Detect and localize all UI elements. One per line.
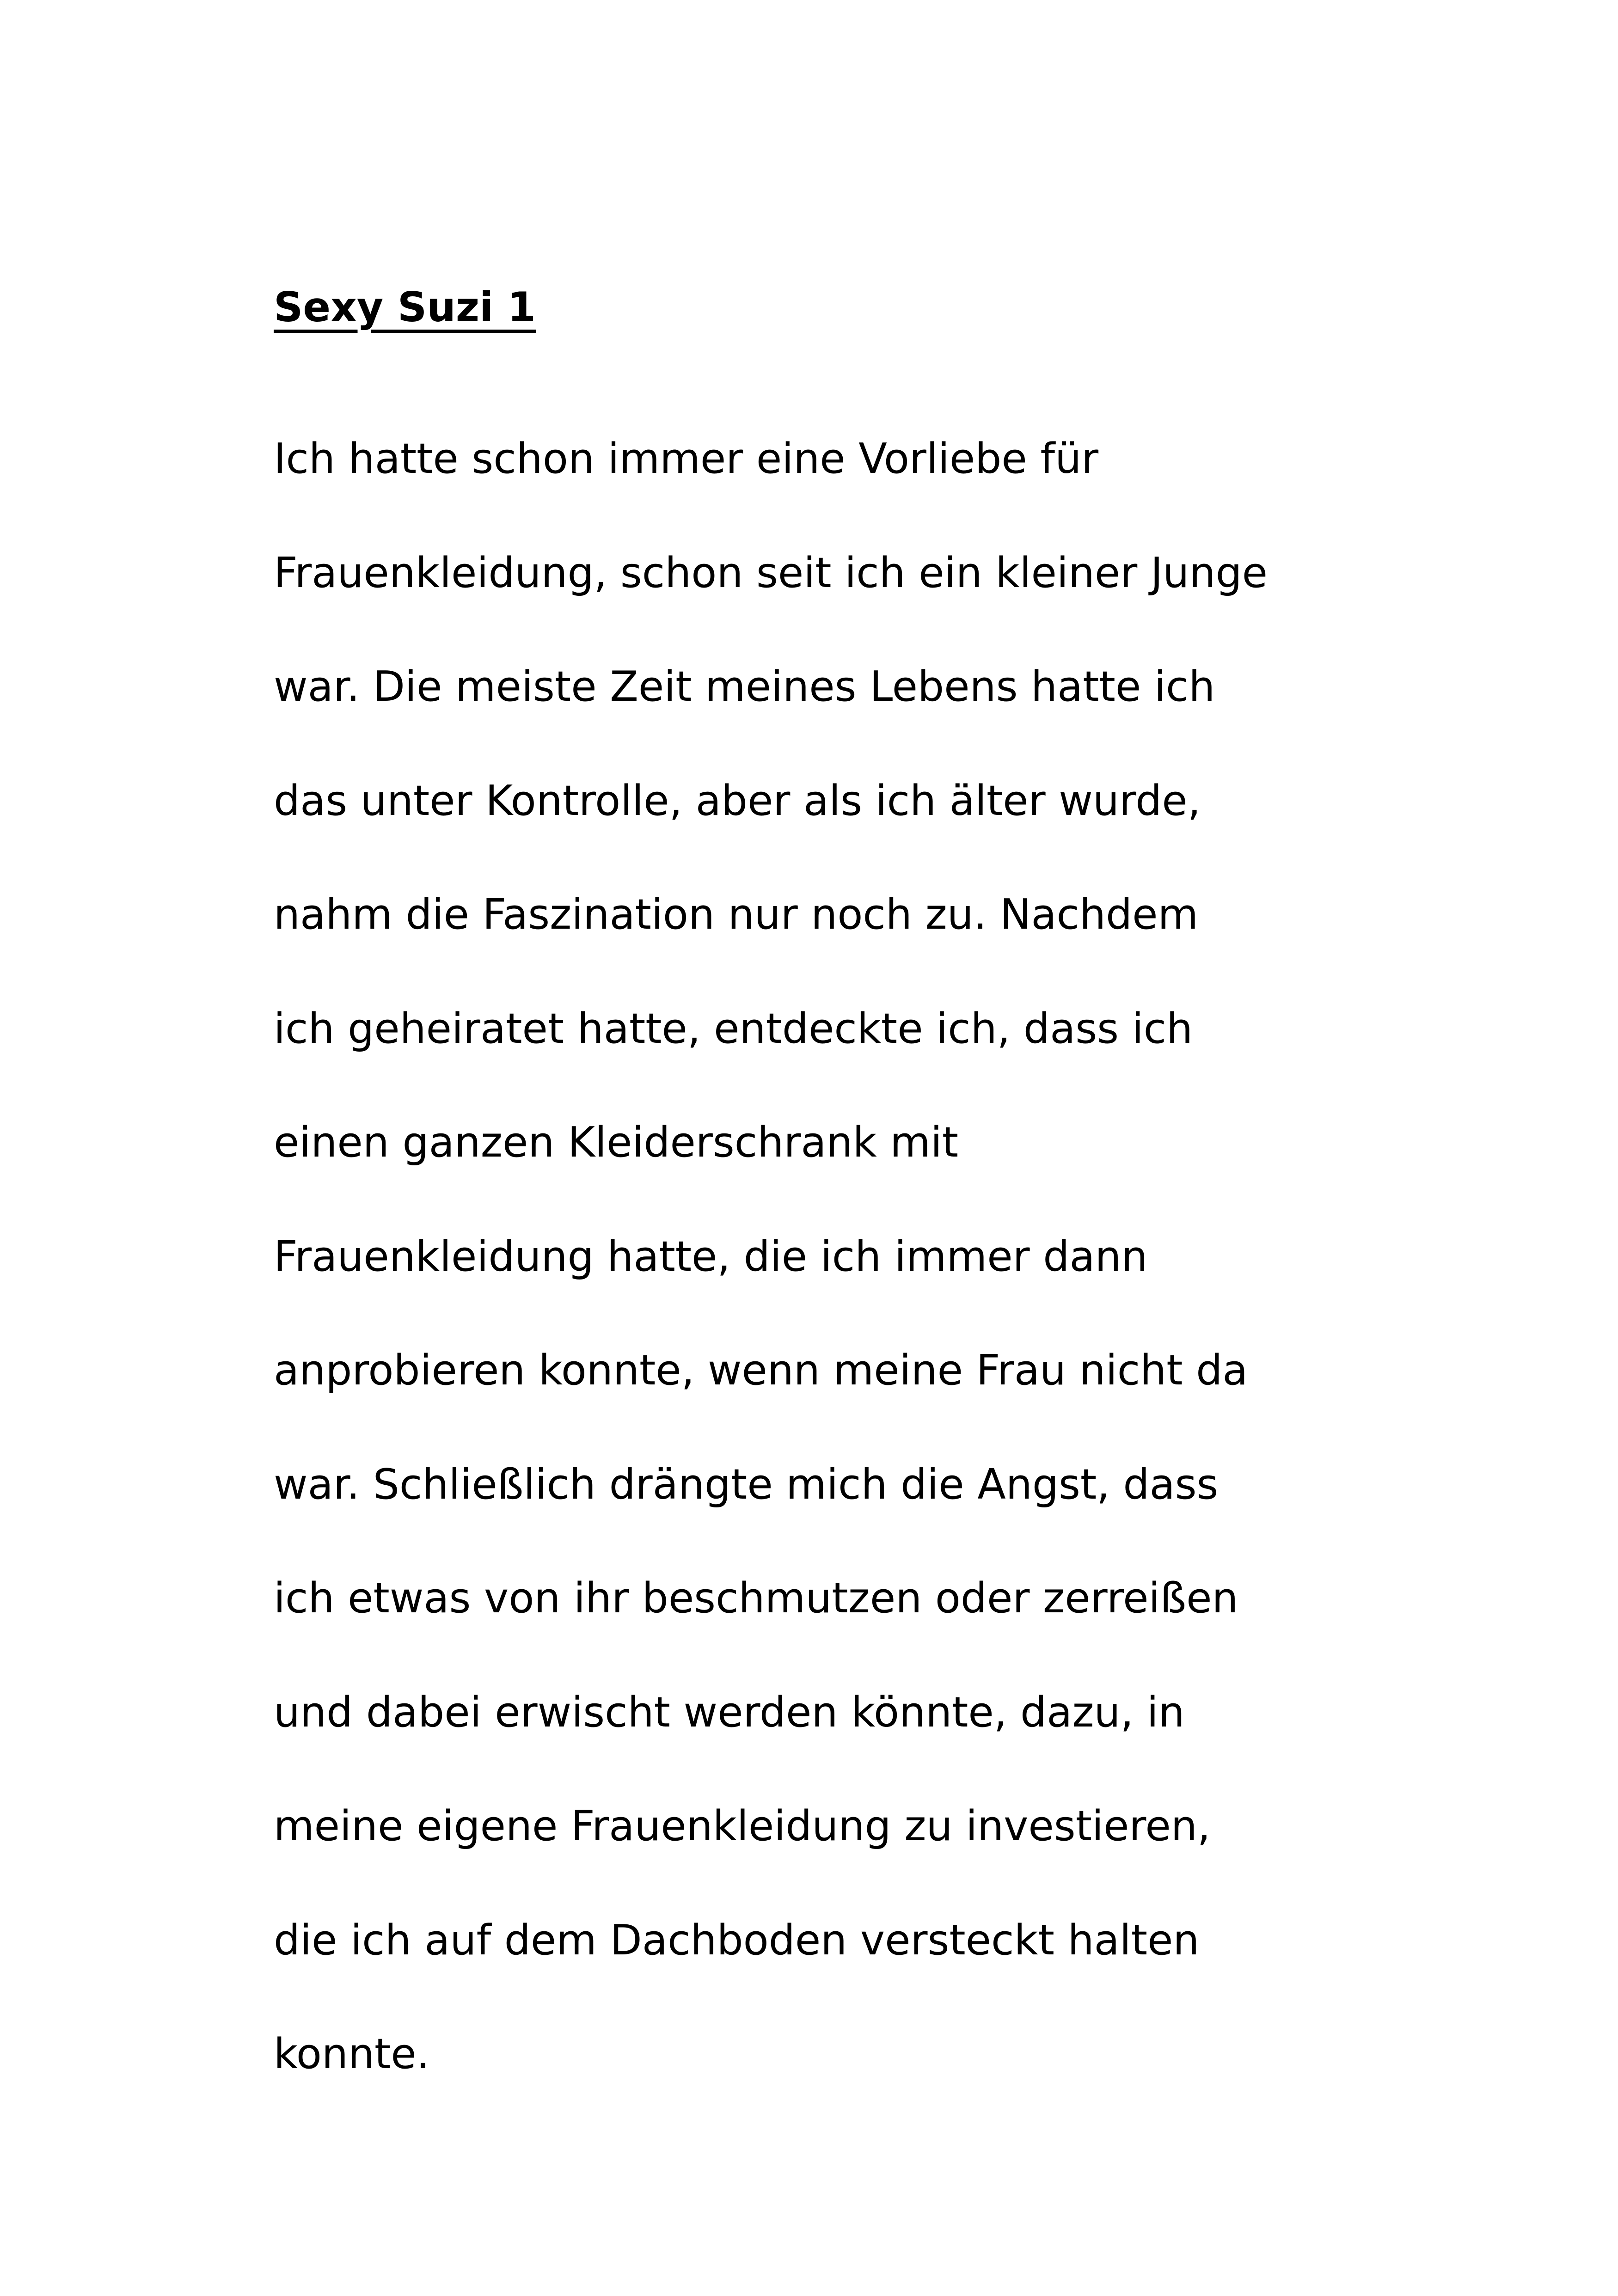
document-title: Sexy Suzi 1: [274, 283, 536, 331]
body-line: Frauenkleidung hatte, die ich immer dann: [274, 1232, 1148, 1281]
body-line: und dabei erwischt werden könnte, dazu, in: [274, 1688, 1185, 1737]
body-line: war. Die meiste Zeit meines Lebens hatte ich: [274, 662, 1215, 711]
body-line: nahm die Faszination nur noch zu. Nachdem: [274, 890, 1199, 939]
body-line: meine eigene Frauenkleidung zu investieren,: [274, 1802, 1211, 1850]
body-line: einen ganzen Kleiderschrank mit: [274, 1118, 959, 1167]
body-line: Frauenkleidung, schon seit ich ein kleiner Junge: [274, 549, 1268, 597]
body-line: konnte.: [274, 2030, 430, 2078]
body-line: anprobieren konnte, wenn meine Frau nicht da: [274, 1346, 1248, 1395]
body-line: war. Schließlich drängte mich die Angst, dass: [274, 1460, 1219, 1509]
body-line: das unter Kontrolle, aber als ich älter wurde,: [274, 777, 1201, 825]
body-line: die ich auf dem Dachboden versteckt halten: [274, 1916, 1200, 1965]
body-line: Ich hatte schon immer eine Vorliebe für: [274, 435, 1099, 483]
body-line: ich etwas von ihr beschmutzen oder zerreißen: [274, 1574, 1238, 1623]
body-line: ich geheiratet hatte, entdeckte ich, dass ich: [274, 1004, 1193, 1053]
